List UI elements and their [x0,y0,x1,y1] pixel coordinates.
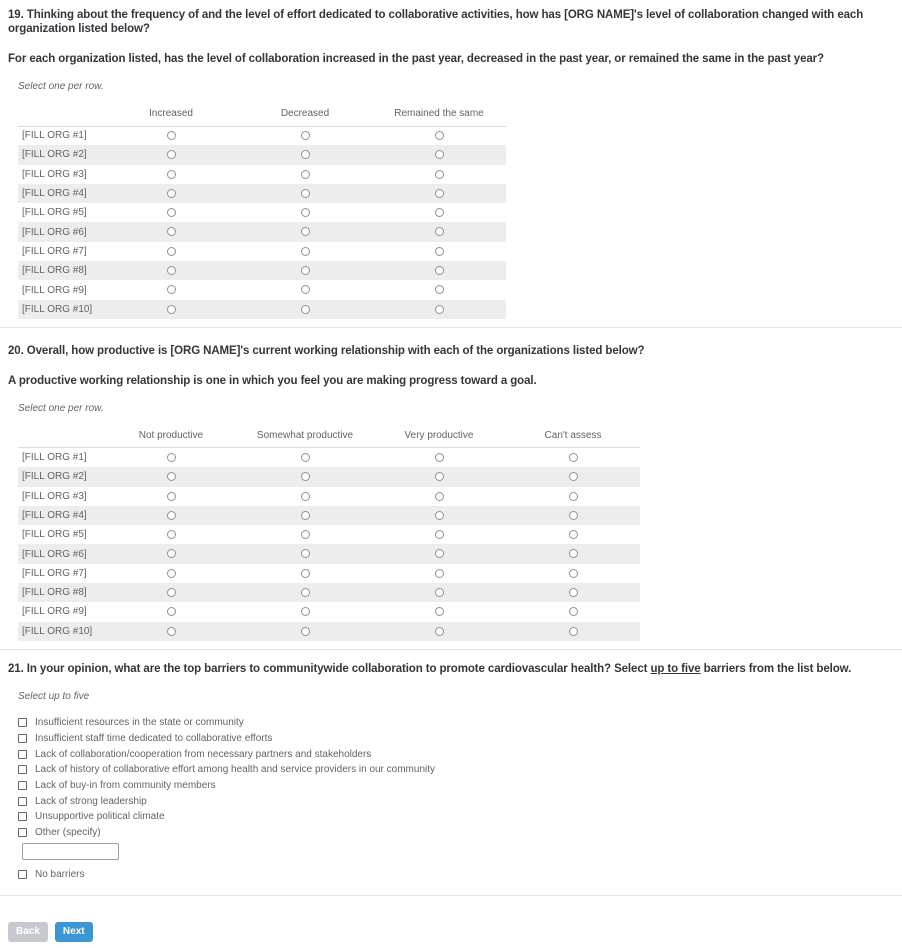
table-row [18,506,640,525]
radio-cell [506,525,640,544]
radio-cell [238,242,372,261]
radio-button[interactable] [435,549,444,558]
checkbox-label: Unsupportive political climate [35,811,165,823]
radio-cell [372,506,506,525]
radio-button[interactable] [301,150,310,159]
radio-button[interactable] [435,472,444,481]
radio-cell [372,525,506,544]
radio-button[interactable] [167,189,176,198]
radio-button[interactable] [435,208,444,217]
checkbox[interactable] [18,870,27,879]
radio-button[interactable] [167,492,176,501]
checkbox-list [18,715,894,882]
checkbox-option [18,746,894,762]
row-label: [FILL ORG #6] [18,544,104,563]
radio-button[interactable] [301,472,310,481]
radio-button[interactable] [435,227,444,236]
table-row [18,184,506,203]
radio-button[interactable] [167,266,176,275]
radio-button[interactable] [435,266,444,275]
radio-cell [372,145,506,164]
radio-cell [238,448,372,467]
radio-cell [238,126,372,145]
radio-cell [506,506,640,525]
question-21-title-part1: 21. In your opinion, what are the top barriers to communitywide collaboration to promote cardiovascular health? Select [8,662,651,675]
question-20-title: 20. Overall, how productive is [ORG NAME]'s current working relationship with each of the organizations listed below? [8,344,645,357]
table-row [18,622,640,641]
radio-cell [506,448,640,467]
checkbox[interactable] [18,797,27,806]
radio-button[interactable] [301,131,310,140]
checkbox-label: Insufficient resources in the state or community [35,717,244,729]
table-row [18,222,506,241]
row-label: [FILL ORG #8] [18,583,104,602]
table-row [18,564,640,583]
radio-cell [506,564,640,583]
table-row [18,242,506,261]
radio-cell [104,280,238,299]
radio-cell [372,544,506,563]
radio-button[interactable] [435,511,444,520]
column-header: Somewhat productive [256,429,354,441]
table-row [18,300,506,319]
radio-cell [238,184,372,203]
radio-button[interactable] [569,492,578,501]
column-header: Increased [149,107,193,119]
table-row [18,602,640,621]
radio-button[interactable] [301,189,310,198]
question-21-title-underline: up to five [650,662,701,675]
question-21 [0,650,902,882]
radio-button[interactable] [167,131,176,140]
radio-button[interactable] [167,150,176,159]
radio-cell [372,280,506,299]
radio-button[interactable] [301,627,310,636]
radio-cell [104,145,238,164]
row-label: [FILL ORG #7] [22,567,87,579]
checkbox-label: Lack of buy-in from community members [35,780,216,792]
radio-button[interactable] [167,305,176,314]
radio-button[interactable] [435,170,444,179]
radio-button[interactable] [435,131,444,140]
row-label: [FILL ORG #1] [22,130,87,142]
radio-cell [238,583,372,602]
checkbox-label: Insufficient staff time dedicated to collaborative efforts [35,732,273,744]
radio-cell [372,242,506,261]
radio-button[interactable] [301,247,310,256]
radio-button[interactable] [167,549,176,558]
radio-button[interactable] [301,285,310,294]
radio-button[interactable] [301,227,310,236]
checkbox[interactable] [18,765,27,774]
radio-cell [238,145,372,164]
radio-button[interactable] [435,247,444,256]
radio-button[interactable] [167,208,176,217]
radio-button[interactable] [301,607,310,616]
question-21-instruction: Select up to five [18,690,90,702]
radio-cell [238,300,372,319]
radio-button[interactable] [167,511,176,520]
row-label: [FILL ORG #7] [22,245,87,257]
radio-cell [238,602,372,621]
table-row [18,165,506,184]
row-label: [FILL ORG #10] [18,622,104,641]
radio-button[interactable] [167,247,176,256]
navigation-footer [0,896,902,948]
radio-cell [372,261,506,280]
radio-button[interactable] [569,627,578,636]
table-row [18,126,506,145]
table-row [18,583,640,602]
radio-button[interactable] [569,549,578,558]
radio-cell [238,622,372,641]
table-row [18,487,640,506]
radio-button[interactable] [301,549,310,558]
radio-button[interactable] [569,569,578,578]
column-header: Decreased [280,107,330,119]
radio-cell [372,583,506,602]
matrix-table-q20 [18,427,640,641]
row-label: [FILL ORG #3] [22,168,87,180]
radio-button[interactable] [301,453,310,462]
checkbox-option [18,793,894,809]
checkbox-label: Other (specify) [35,827,101,839]
checkbox[interactable] [18,750,27,759]
radio-cell [104,564,238,583]
radio-cell [238,564,372,583]
radio-cell [104,184,238,203]
radio-cell [506,544,640,563]
radio-button[interactable] [569,453,578,462]
table-row [18,544,640,563]
checkbox[interactable] [18,812,27,821]
radio-button[interactable] [435,530,444,539]
question-20-subtitle: A productive working relationship is one in which you feel you are making progress toward a goal. [8,374,537,387]
checkbox-option [18,762,894,778]
radio-cell [104,203,238,222]
radio-cell [238,506,372,525]
row-label: [FILL ORG #5] [22,207,87,219]
radio-button[interactable] [435,189,444,198]
radio-button[interactable] [167,170,176,179]
radio-button[interactable] [569,530,578,539]
table-row [18,280,506,299]
table-row [18,467,640,486]
checkbox-option [18,809,894,825]
radio-button[interactable] [301,588,310,597]
matrix-header-row [18,105,506,126]
radio-cell [238,203,372,222]
radio-cell [238,222,372,241]
row-label: [FILL ORG #2] [18,145,104,164]
radio-cell [372,184,506,203]
radio-cell [372,467,506,486]
radio-button[interactable] [435,607,444,616]
table-row [18,145,506,164]
radio-button[interactable] [301,492,310,501]
back-button[interactable]: Back [8,922,48,942]
column-header: Remained the same [394,107,484,119]
question-19-title: 19. Thinking about the frequency of and the level of effort dedicated to collaborative activities, how has [ORG NAME]'s level of collaboration changed with each organization listed below? [8,9,864,35]
radio-button[interactable] [435,453,444,462]
radio-button[interactable] [167,453,176,462]
checkbox-label: No barriers [35,868,85,880]
radio-cell [104,222,238,241]
radio-cell [104,126,238,145]
radio-cell [104,602,238,621]
radio-cell [104,300,238,319]
radio-cell [372,564,506,583]
radio-cell [104,506,238,525]
checkbox[interactable] [18,718,27,727]
radio-cell [238,467,372,486]
radio-cell [238,544,372,563]
radio-cell [238,261,372,280]
radio-button[interactable] [569,472,578,481]
row-label: [FILL ORG #5] [22,529,87,541]
radio-cell [506,583,640,602]
row-label: [FILL ORG #8] [18,261,104,280]
checkbox-label: Lack of history of collaborative effort among health and service providers in our community [35,764,436,776]
radio-button[interactable] [301,208,310,217]
checkbox[interactable] [18,828,27,837]
radio-cell [104,544,238,563]
row-label: [FILL ORG #1] [22,452,87,464]
radio-cell [372,622,506,641]
question-20-instruction: Select one per row. [18,402,104,414]
checkbox-label: Lack of strong leadership [35,795,147,807]
checkbox-option [18,731,894,747]
radio-button[interactable] [435,627,444,636]
question-19-instruction: Select one per row. [18,81,104,92]
row-label: [FILL ORG #4] [18,506,104,525]
radio-cell [372,165,506,184]
radio-cell [238,165,372,184]
column-header: Very productive [404,429,474,441]
table-row [18,525,640,544]
radio-cell [104,583,238,602]
radio-cell [506,602,640,621]
radio-button[interactable] [167,472,176,481]
row-label: [FILL ORG #2] [18,467,104,486]
row-label: [FILL ORG #9] [22,284,87,296]
radio-cell [104,448,238,467]
radio-cell [506,487,640,506]
question-21-title-part2: barriers from the list below. [700,662,852,675]
radio-button[interactable] [435,569,444,578]
radio-cell [372,448,506,467]
radio-button[interactable] [435,305,444,314]
radio-cell [372,487,506,506]
radio-cell [104,525,238,544]
question-20 [0,328,902,641]
radio-button[interactable] [569,511,578,520]
radio-button[interactable] [167,227,176,236]
column-header-empty [18,427,104,448]
radio-button[interactable] [167,627,176,636]
radio-button[interactable] [167,588,176,597]
radio-button[interactable] [167,569,176,578]
radio-cell [104,487,238,506]
question-21-title [8,662,894,676]
radio-cell [238,280,372,299]
row-label: [FILL ORG #10] [18,300,104,319]
radio-cell [506,467,640,486]
radio-button[interactable] [435,150,444,159]
table-row [18,203,506,222]
radio-cell [104,165,238,184]
checkbox-option [18,866,894,882]
checkbox-option [18,778,894,794]
radio-cell [104,622,238,641]
radio-button[interactable] [301,530,310,539]
other-specify-input[interactable] [22,843,119,860]
radio-button[interactable] [301,266,310,275]
table-row [18,448,640,467]
radio-button[interactable] [301,170,310,179]
radio-button[interactable] [435,588,444,597]
row-label: [FILL ORG #9] [22,606,87,618]
radio-button[interactable] [167,530,176,539]
radio-button[interactable] [301,305,310,314]
row-label: [FILL ORG #4] [18,184,104,203]
column-header: Not productive [138,429,204,441]
radio-button[interactable] [167,607,176,616]
checkbox[interactable] [18,734,27,743]
column-header: Can't assess [544,429,602,441]
question-19 [0,0,902,319]
radio-cell [238,487,372,506]
radio-button[interactable] [569,607,578,616]
radio-button[interactable] [569,588,578,597]
radio-cell [104,242,238,261]
radio-button[interactable] [435,492,444,501]
radio-cell [104,467,238,486]
radio-cell [238,525,372,544]
row-label: [FILL ORG #3] [22,490,87,502]
radio-cell [372,126,506,145]
checkbox-label: Lack of collaboration/cooperation from necessary partners and stakeholders [35,748,372,760]
radio-button[interactable] [301,569,310,578]
radio-button[interactable] [301,511,310,520]
checkbox-option [18,825,894,841]
next-button[interactable]: Next [55,922,93,942]
radio-cell [372,222,506,241]
question-19-subtitle: For each organization listed, has the level of collaboration increased in the past year, decreased in the past year, or remained the same in the past year? [8,53,824,65]
radio-cell [104,261,238,280]
column-header-empty [18,105,104,126]
checkbox[interactable] [18,781,27,790]
table-row [18,261,506,280]
matrix-table-q19 [18,105,506,319]
radio-button[interactable] [167,285,176,294]
radio-button[interactable] [435,285,444,294]
radio-cell [372,602,506,621]
radio-cell [372,203,506,222]
radio-cell [506,622,640,641]
matrix-header-row [18,427,640,448]
checkbox-option [18,715,894,731]
radio-cell [372,300,506,319]
row-label: [FILL ORG #6] [18,222,104,241]
